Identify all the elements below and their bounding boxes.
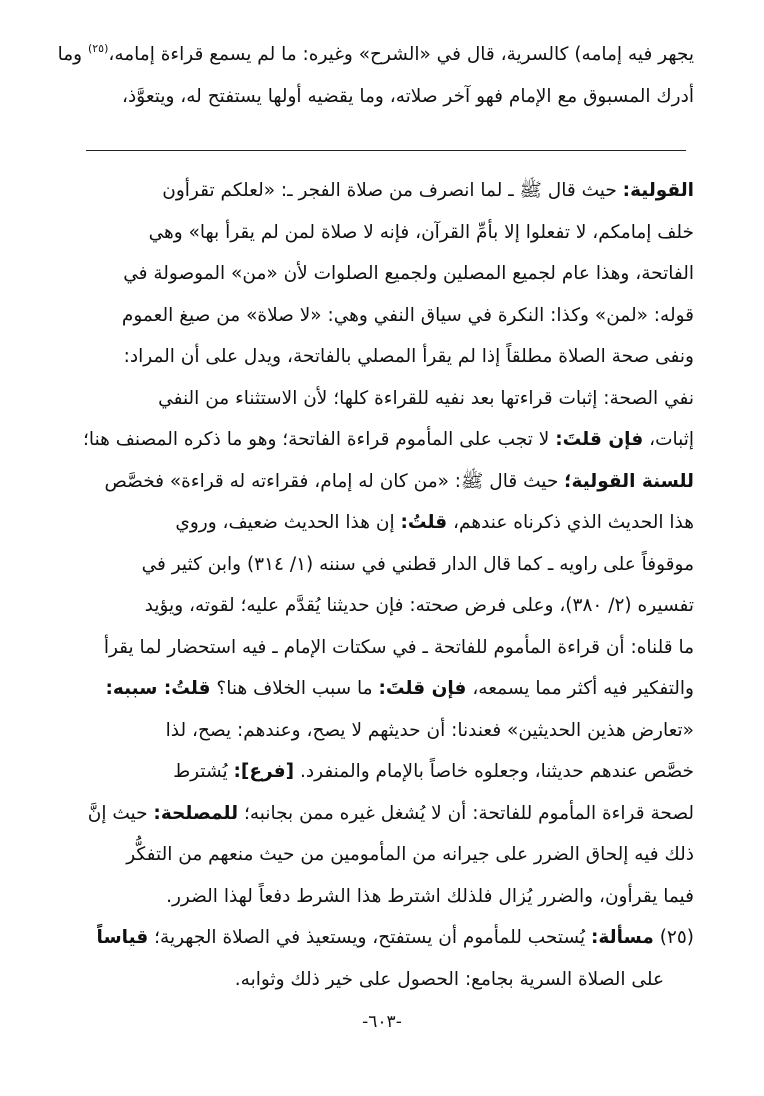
note-line: [54, 461, 694, 503]
main-text-line: أدرك المسبوق مع الإمام فهو آخر صلاته، وما يقضيه أولها يستفتح له، ويتعوَّذ،: [122, 86, 694, 107]
text-run: هذا الحديث الذي ذكرناه عندهم،: [453, 512, 694, 533]
text-run: والتفكير فيه أكثر مما يسمعه،: [472, 678, 694, 699]
bold-term: قلتُ:: [400, 512, 448, 533]
text-run: يُستحب للمأموم أن يستفتح، ويستعيذ في الصلاة الجهرية؛: [154, 927, 586, 948]
bold-term: [فرع]:: [233, 761, 295, 782]
note-line: قوله: «لمن» وكذا: النكرة في سياق النفي وهي: «لا صلاة» من صيغ العموم: [121, 304, 694, 326]
note-line: [54, 502, 694, 544]
main-text: [54, 34, 694, 118]
note-line: [54, 917, 694, 959]
footnote-number: (٢٥): [659, 927, 694, 948]
bold-term: قلتُ: سببه:: [105, 678, 211, 699]
text-run: خصَّص عندهم حديثنا، وجعلوه خاصاً بالإمام والمنفرد.: [300, 761, 694, 782]
bold-term: للمصلحة:: [153, 802, 239, 824]
note-line: ذلك فيه إلحاق الضرر على جيرانه من المأمومين من حيث منعهم من التفكُّر: [126, 844, 694, 865]
text-run: لا تجب على المأموم قراءة الفاتحة؛ وهو ما ذكره المصنف هنا؛: [83, 429, 550, 450]
note-line: نفي الصحة: إثبات قراءتها بعد نفيه للقراءة كلها؛ لأن الاستثناء من النفي: [158, 387, 694, 409]
text-run: إثبات،: [649, 429, 694, 450]
note-line: ونفى صحة الصلاة مطلقاً إذا لم يقرأ المصلي بالفاتحة، ويدل على أن المراد:: [123, 346, 694, 367]
text-run: لصحة قراءة المأموم للفاتحة: أن لا يُشغل غيره ممن بجانبه؛: [243, 802, 694, 824]
bold-term: مسألة:: [591, 927, 654, 948]
note-line: [54, 419, 694, 461]
note-line: الفاتحة، وهذا عام لجميع المصلين ولجميع الصلوات لأن «من» الموصولة في: [123, 263, 694, 284]
note-line: خلف إمامكم، لا تفعلوا إلا بأمِّ القرآن، فإنه لا صلاة لمن لم يقرأ بها» وهي: [148, 221, 694, 243]
footnote-separator: [86, 150, 686, 151]
text-run: وما: [57, 44, 83, 65]
note-line: [54, 793, 694, 835]
note-line: «تعارض هذين الحديثين» فعندنا: أن حديثهم لا يصح، وعندهم: يصح، لذا: [165, 719, 694, 741]
footnote-marker: (٢٥): [87, 42, 109, 55]
text-run: إن هذا الحديث ضعيف، وروي: [175, 512, 395, 533]
text-run: يُشترط: [173, 761, 228, 782]
bold-term: فإن قلتَ:: [378, 678, 467, 699]
note-line: تفسيره (٢/ ٣٨٠)، وعلى فرض صحته: فإن حديثنا يُقدَّم عليه؛ لقوته، ويؤيد: [144, 595, 694, 616]
page-number: -٦٠٣-: [362, 1012, 402, 1032]
commentary-notes: [54, 170, 694, 1000]
note-line: [54, 170, 694, 212]
bold-term: القولية:: [622, 180, 694, 201]
note-line: [54, 668, 694, 710]
note-line: ما قلناه: أن قراءة المأموم للفاتحة ـ في سكتات الإمام ـ فيه استحضار لما يقرأ: [103, 636, 694, 658]
text-run: حيث إنَّ: [87, 802, 148, 824]
note-line: فيما يقرأون، والضرر يُزال فلذلك اشترط هذا الشرط دفعاً لهذا الضرر.: [166, 885, 694, 907]
text-run: ما سبب الخلاف هنا؟: [216, 678, 373, 699]
note-line: [54, 751, 694, 793]
note-line: موقوفاً على راويه ـ كما قال الدار قطني في سننه (١/ ٣١٤) وابن كثير في: [141, 553, 694, 575]
bold-term: للسنة القولية؛: [564, 470, 694, 492]
text-run: حيث قال ﷺ ـ لما انصرف من صلاة الفجر ـ: «لعلكم تقرأون: [162, 180, 617, 201]
bold-term: قياساً: [96, 927, 149, 948]
text-run: يجهر فيه إمامه) كالسرية، قال في «الشرح» وغيره: ما لم يسمع قراءة إمامه،: [108, 44, 694, 65]
bold-term: فإن قلتَ:: [555, 429, 644, 450]
text-run: حيث قال ﷺ: «من كان له إمام، فقراءته له قراءة» فخصَّص: [104, 470, 559, 492]
main-text-line: [54, 34, 694, 76]
note-line: على الصلاة السرية بجامع: الحصول على خير ذلك وثوابه.: [234, 968, 664, 990]
